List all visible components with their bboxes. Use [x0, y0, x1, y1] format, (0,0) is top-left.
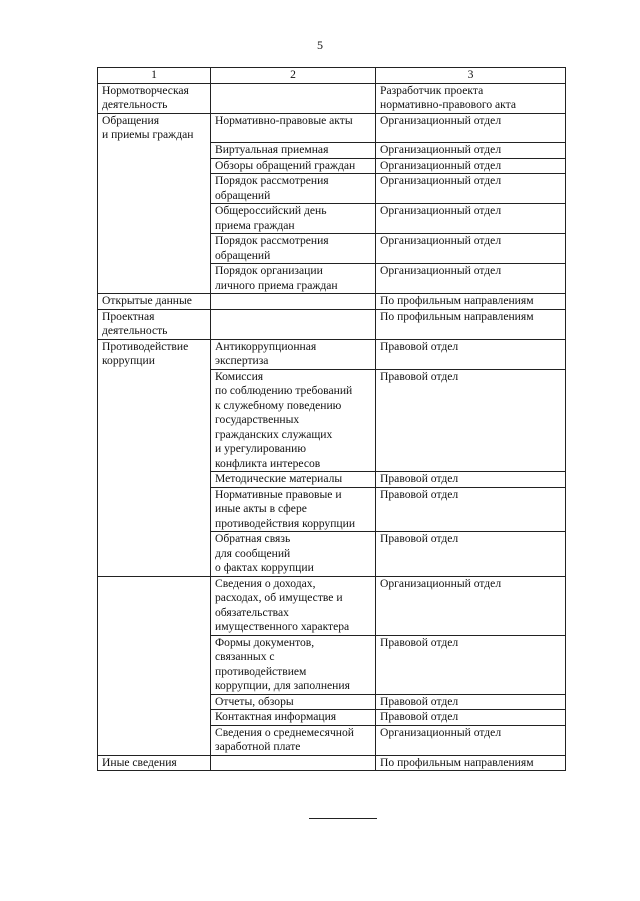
table-cell-col-3	[376, 264, 566, 294]
table-row	[98, 755, 566, 771]
table-cell-col-3	[376, 710, 566, 726]
table-row	[98, 294, 566, 310]
cell-text-line: По профильным направлениям	[380, 309, 534, 323]
header-col-2: 2	[211, 68, 376, 84]
footer-rule	[309, 818, 377, 819]
cell-text-line: Обращения	[102, 113, 160, 127]
table-row	[98, 725, 566, 755]
cell-text-line: Правовой отдел	[380, 472, 459, 485]
table-row	[98, 635, 566, 694]
table-cell-col-3	[376, 339, 566, 369]
cell-text-line: Общероссийский день	[215, 204, 327, 217]
table-cell-col-2	[211, 264, 376, 294]
table-cell-col-1	[98, 710, 211, 726]
cell-text-line: Правовой отдел	[380, 339, 459, 353]
cell-text-line: Организационный отдел	[380, 234, 502, 247]
table-cell-col-1	[98, 487, 211, 532]
cell-text-line: гражданских служащих	[215, 427, 333, 441]
cell-text-line: Нормотворческая	[102, 83, 189, 97]
cell-text-line: противодействием	[215, 664, 307, 678]
cell-text-line: Правовой отдел	[380, 487, 459, 501]
table-cell-col-2	[211, 234, 376, 264]
table-cell-col-2	[211, 576, 376, 635]
cell-text-line: противодействия коррупции	[215, 516, 356, 530]
cell-text-line: обращений	[215, 248, 271, 262]
table-row	[98, 487, 566, 532]
table-cell-col-2	[211, 472, 376, 488]
table-cell-col-2	[211, 725, 376, 755]
table-cell-col-1	[98, 339, 211, 369]
table-cell-col-3	[376, 635, 566, 694]
table-cell-col-1	[98, 143, 211, 159]
cell-text-line: и приемы граждан	[102, 128, 194, 141]
cell-text-line: Правовой отдел	[380, 532, 459, 545]
table-cell-col-1	[98, 635, 211, 694]
cell-text-line: обращений	[215, 188, 271, 202]
table-cell-col-1	[98, 83, 211, 113]
cell-text-line: Организационный отдел	[380, 143, 502, 156]
table-cell-col-1	[98, 725, 211, 755]
cell-text-line: деятельность	[102, 324, 168, 337]
table-cell-col-1	[98, 204, 211, 234]
table-cell-col-1	[98, 472, 211, 488]
table-cell-col-3	[376, 487, 566, 532]
cell-text-line: имущественного характера	[215, 620, 350, 633]
table-row	[98, 143, 566, 159]
table-row	[98, 532, 566, 577]
table-cell-col-2	[211, 369, 376, 472]
table-cell-col-3	[376, 369, 566, 472]
cell-text-line: Правовой отдел	[380, 694, 459, 708]
cell-text-line: связанных с	[215, 650, 275, 663]
cell-text-line: По профильным направлениям	[380, 294, 534, 307]
table-cell-col-2	[211, 755, 376, 771]
cell-text-line: Открытые данные	[102, 294, 192, 307]
cell-text-line: личного приема граждан	[215, 278, 338, 292]
cell-text-line: Обзоры обращений граждан	[215, 158, 356, 172]
table-row	[98, 174, 566, 204]
cell-text-line: по соблюдению требований	[215, 384, 353, 397]
table-cell-col-2	[211, 309, 376, 339]
table-row	[98, 113, 566, 143]
cell-text-line: Отчеты, обзоры	[215, 694, 294, 708]
table-cell-col-3	[376, 83, 566, 113]
table-cell-col-1	[98, 369, 211, 472]
cell-text-line: Порядок организации	[215, 264, 323, 277]
table-body	[98, 68, 566, 771]
table-row	[98, 234, 566, 264]
cell-text-line: о фактах коррупции	[215, 561, 314, 574]
cell-text-line: Организационный отдел	[380, 576, 502, 590]
cell-text-line: государственных	[215, 413, 300, 426]
table-cell-col-3	[376, 143, 566, 159]
table-cell-col-2	[211, 158, 376, 174]
table-cell-col-2	[211, 143, 376, 159]
cell-text-line: Порядок рассмотрения	[215, 234, 329, 247]
cell-text-line: к служебному поведению	[215, 398, 342, 412]
table-cell-col-2	[211, 694, 376, 710]
table-row	[98, 472, 566, 488]
table-cell-col-2	[211, 294, 376, 310]
cell-text-line: иные акты в сфере	[215, 502, 307, 515]
table-cell-col-1	[98, 158, 211, 174]
cell-text-line: Антикоррупционная	[215, 339, 317, 353]
table-cell-col-2	[211, 710, 376, 726]
table-cell-col-2	[211, 532, 376, 577]
table-cell-col-3	[376, 113, 566, 143]
cell-text-line: Комиссия	[215, 369, 264, 383]
cell-text-line: деятельность	[102, 98, 168, 111]
cell-text-line: Организационный отдел	[380, 264, 502, 277]
table-cell-col-1	[98, 174, 211, 204]
table-cell-col-1	[98, 264, 211, 294]
table-row	[98, 694, 566, 710]
table-cell-col-1	[98, 532, 211, 577]
table-cell-col-1	[98, 309, 211, 339]
cell-text-line: Нормативно-правовые акты	[215, 113, 353, 127]
cell-text-line: Контактная информация	[215, 710, 337, 723]
cell-text-line: Организационный отдел	[380, 725, 502, 739]
cell-text-line: Организационный отдел	[380, 204, 502, 217]
table-cell-col-1	[98, 234, 211, 264]
content-table	[97, 67, 566, 771]
cell-text-line: конфликта интересов	[215, 456, 321, 470]
table-row	[98, 204, 566, 234]
table-cell-col-3	[376, 532, 566, 577]
table-cell-col-3	[376, 755, 566, 771]
table-cell-col-2	[211, 339, 376, 369]
cell-text-line: Правовой отдел	[380, 635, 459, 649]
cell-text-line: экспертиза	[215, 354, 269, 367]
cell-text-line: Правовой отдел	[380, 369, 459, 383]
table-row	[98, 83, 566, 113]
cell-text-line: приема граждан	[215, 218, 295, 232]
table-cell-col-3	[376, 694, 566, 710]
table-row	[98, 309, 566, 339]
table-cell-col-3	[376, 234, 566, 264]
table-row	[98, 710, 566, 726]
header-col-3: 3	[376, 68, 566, 84]
table-cell-col-2	[211, 635, 376, 694]
cell-text-line: Правовой отдел	[380, 710, 459, 723]
table-cell-col-2	[211, 204, 376, 234]
table-cell-col-2	[211, 113, 376, 143]
cell-text-line: Порядок рассмотрения	[215, 174, 329, 187]
cell-text-line: Сведения о среднемесячной	[215, 725, 354, 739]
table-cell-col-1	[98, 694, 211, 710]
cell-text-line: коррупции	[102, 354, 155, 367]
table-cell-col-1	[98, 576, 211, 635]
table-row	[98, 339, 566, 369]
cell-text-line: Методические материалы	[215, 472, 343, 485]
table-cell-col-3	[376, 472, 566, 488]
table-cell-col-2	[211, 83, 376, 113]
table-header-row	[98, 68, 566, 84]
cell-text-line: Виртуальная приемная	[215, 143, 329, 156]
table-cell-col-3	[376, 309, 566, 339]
table-row	[98, 264, 566, 294]
cell-text-line: Нормативные правовые и	[215, 487, 342, 501]
table-cell-col-3	[376, 174, 566, 204]
table-cell-col-1	[98, 294, 211, 310]
cell-text-line: По профильным направлениям	[380, 755, 534, 769]
table-cell-col-1	[98, 113, 211, 143]
cell-text-line: Организационный отдел	[380, 158, 502, 172]
cell-text-line: Обратная связь	[215, 532, 291, 545]
table-row	[98, 158, 566, 174]
cell-text-line: и урегулированию	[215, 442, 307, 455]
table-cell-col-3	[376, 204, 566, 234]
table-cell-col-2	[211, 487, 376, 532]
header-col-1: 1	[98, 68, 211, 84]
table-row	[98, 576, 566, 635]
cell-text-line: Организационный отдел	[380, 174, 502, 187]
cell-text-line: обязательствах	[215, 605, 289, 619]
table-cell-col-3	[376, 576, 566, 635]
cell-text-line: заработной плате	[215, 740, 301, 753]
cell-text-line: Организационный отдел	[380, 113, 502, 127]
table-row	[98, 369, 566, 472]
cell-text-line: расходах, об имуществе и	[215, 591, 343, 604]
table-cell-col-3	[376, 294, 566, 310]
page-number: 5	[317, 38, 323, 52]
cell-text-line: Сведения о доходах,	[215, 576, 316, 590]
table-cell-col-1	[98, 755, 211, 771]
table-cell-col-3	[376, 158, 566, 174]
cell-text-line: коррупции, для заполнения	[215, 679, 350, 692]
cell-text-line: Противодействие	[102, 339, 189, 353]
cell-text-line: Проектная	[102, 309, 155, 323]
cell-text-line: Иные сведения	[102, 755, 177, 769]
table-cell-col-3	[376, 725, 566, 755]
table-cell-col-2	[211, 174, 376, 204]
cell-text-line: Разработчик проекта	[380, 83, 484, 97]
cell-text-line: Формы документов,	[215, 635, 315, 649]
cell-text-line: нормативно-правового акта	[380, 98, 517, 111]
cell-text-line: для сообщений	[215, 546, 291, 560]
